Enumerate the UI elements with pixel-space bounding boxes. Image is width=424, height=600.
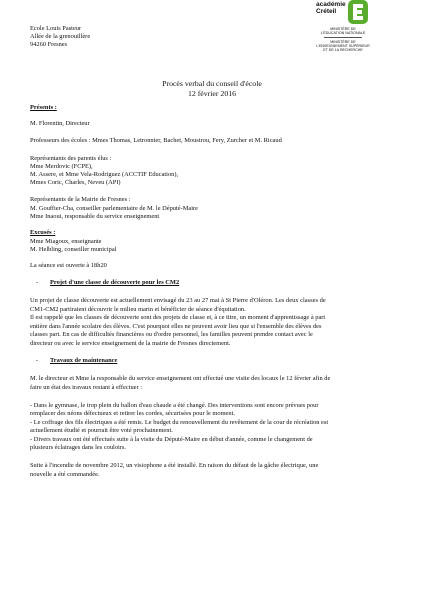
- school-name: Ecole Louis Pasteur: [30, 25, 82, 32]
- presents-teachers: Professeurs des écoles : Mmes Thomas, Letronnier, Bachet, Moustrou, Fery, Zurcher et M. Ricaud: [30, 137, 282, 144]
- section-2-item-3-line-1: - Divers travaux ont été effectués suite à la visite du Député-Maire en début d'année, comme le changement de: [30, 436, 313, 443]
- section-2-item-2-line-2: actuellement étudié et pourrait être voté prochainement.: [30, 427, 173, 434]
- parents-line-2: M. Assere, et Mme Vela-Rodriguez (ACCTIF Education),: [30, 171, 179, 178]
- section-1-heading: Projet d'une classe de découverte pour les CM2: [50, 279, 180, 286]
- document-title: Procès verbal du conseil d'école: [162, 79, 262, 88]
- mairie-line-1: M. Gouffier-Cha, conseiller parlementaire de M. le Député-Maire: [30, 205, 198, 212]
- school-street: Allée de la grenouillère: [30, 33, 91, 40]
- opening-statement: La séance est ouverte à 18h20: [30, 262, 107, 269]
- excuses-line-2: M. Helbling, conseiller municipal: [30, 246, 117, 253]
- section-1-p2-line-1: Il est rappelé que les classes de découverte sont des projets de classe et, à ce titre, un moment d'apprentissage à part: [30, 314, 326, 321]
- section-2-item-2-line-1: - Le coffrage des fils électriques a été remis. Le budget du renouvellement du revêtement de la cour de récréation est: [30, 419, 329, 426]
- section-2-item-1-line-1: - Dans le gymnase, le trop plein du ballon d'eau chaude a été changé. Des interventions sont encore prévues pour: [30, 402, 319, 409]
- section-1-p2-line-2: entière dans l'année scolaire des élèves. C'est pourquoi elles ne peuvent avoir lieu que si l'ensemble des élèves des: [30, 323, 322, 330]
- section-1-p1-line-2: CM1-CM2 partiraient découvrir le milieu marin et bénéficier de séance d'équitation.: [30, 306, 246, 313]
- document-date: 12 février 2016: [187, 89, 237, 98]
- ministry-higher-education: MINISTÈRE DE L'ENSEIGNEMENT SUPÉRIEUR ET DE LA RECHERCHE: [316, 40, 370, 53]
- logo-brand-academie: académie: [316, 1, 346, 8]
- mairie-line-2: Mme Inaoui, responsable du service enseignement: [30, 213, 160, 220]
- excuses-line-1: Mme Miagoux, enseignante: [30, 238, 102, 245]
- excuses-heading: Excusés :: [30, 229, 56, 236]
- ministry-education: MINISTÈRE DE L'ÉDUCATION NATIONALE: [320, 27, 366, 36]
- section-2-intro-line-1: M. le directeur et Mme la responsable du service enseignement ont effectué une visite des locaux le 12 février afin de: [30, 375, 331, 382]
- parents-heading: Représentants des parents élus :: [30, 155, 112, 162]
- section-1-p2-line-4: directeur ou avec le service enseignement de la mairie de Fresnes directement.: [30, 340, 231, 347]
- academie-e-logo-icon: [348, 0, 368, 24]
- section-2-intro-line-2: faire un état des travaux restant à effectuer :: [30, 384, 143, 391]
- academie-logo: [302, 0, 402, 60]
- parents-line-3: Mmes Coric, Charles, Neveu (API): [30, 179, 121, 186]
- section-2-heading: Travaux de maintenance: [50, 357, 118, 364]
- presents-heading: Présents :: [30, 104, 57, 111]
- section-1-bullet: -: [36, 279, 39, 286]
- mairie-heading: Représentants de la Mairie de Fresnes :: [30, 196, 131, 203]
- section-1-p2-line-3: classes part. En cas de difficultés financières ou d'ordre personnel, les familles peuvent prendre contact avec le: [30, 331, 313, 338]
- logo-brand-creteil: Créteil: [316, 8, 337, 15]
- presents-director: M. Florentin, Directeur: [30, 120, 90, 127]
- logo-divider: [324, 37, 362, 38]
- section-2-bullet: -: [36, 357, 39, 364]
- section-2-item-1-line-2: remplacer des néons défectueux et retirer les cordes, sécurisées pour le moment.: [30, 410, 235, 417]
- school-address: [30, 25, 90, 49]
- school-city: 94260 Fresnes: [30, 41, 68, 48]
- section-2-closing-line-2: nouvelle a été commandée.: [30, 471, 100, 478]
- section-2-closing-line-1: Suite à l'incendie de novembre 2012, un visiophone a été installé. En raison du défaut de la gâche électrique, une: [30, 462, 319, 469]
- section-1-p1-line-1: Un projet de classe découverte est actuellement envisagé du 23 au 27 mai à St Pierre d'Oléron. Les deux classes de: [30, 297, 326, 304]
- parents-line-1: Mme Merdovic (FCPE),: [30, 163, 93, 170]
- section-2-item-3-line-2: plusieurs éclairages dans les couloirs.: [30, 444, 127, 451]
